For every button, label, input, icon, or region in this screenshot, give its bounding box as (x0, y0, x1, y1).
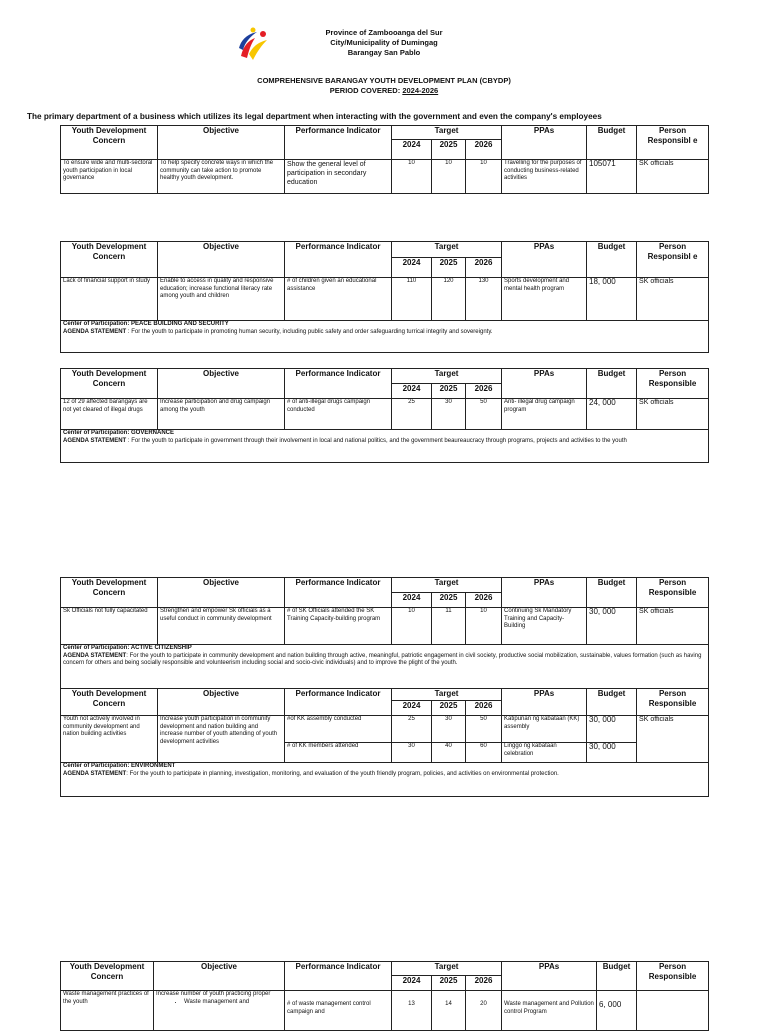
ppas-cell: Travelling for the purposes of conducting business-related activities (502, 160, 587, 194)
plan-table-4 (60, 577, 709, 797)
col-budget: Budget (597, 962, 637, 991)
objective-cell: Enable to access in quality and responsive education; increase functional literacy rate among youth and children (158, 278, 285, 321)
intro-statement: The primary department of a business which utilizes its legal department when interacting with the government and even the company's employees (27, 112, 602, 121)
col-budget: Budget (587, 369, 637, 399)
col-2024: 2024 (392, 384, 432, 399)
col-2025: 2025 (432, 384, 466, 399)
target-2026-cell: 50 (466, 716, 502, 743)
center-row (61, 763, 709, 797)
center-of-participation (61, 763, 709, 797)
col-concern: Youth Development Concern (61, 962, 154, 991)
table-row (61, 716, 709, 743)
objective-cell: Strengthen and empower Sk officials as a useful conduct in community development (158, 608, 285, 645)
period-label: PERIOD COVERED: (329, 86, 403, 95)
center-of-participation (61, 645, 709, 689)
target-2024-cell: 10 (392, 160, 432, 194)
col-2024: 2024 (392, 258, 432, 278)
person-cell: SK officials (637, 608, 709, 645)
col-2025: 2025 (432, 140, 466, 160)
col-objective: Objective (158, 689, 285, 716)
ppas-cell: Linggo ng kabataan celebration (502, 743, 587, 763)
target-2025-cell: 10 (432, 160, 466, 194)
center-label: Center of Participation: (63, 430, 132, 436)
table-row (61, 160, 709, 194)
col-2026: 2026 (466, 384, 502, 399)
center-row (61, 321, 709, 353)
concern-cell: Sk Officials not fully capacitated (61, 608, 158, 645)
indicator-cell: #of KK assembly conducted (285, 716, 392, 743)
letterhead (0, 28, 768, 58)
concern-cell: Lack of financial support in study (61, 278, 158, 321)
center-of-participation (61, 430, 709, 463)
ppas-cell: Sports development and mental health program (502, 278, 587, 321)
col-ppas: PPAs (502, 689, 587, 716)
indicator-cell: # of KK members attended (285, 743, 392, 763)
col-concern: Youth Development Concern (61, 126, 158, 160)
col-2024: 2024 (392, 593, 432, 608)
center-label: Center of Participation: (63, 763, 132, 769)
col-objective: Objective (158, 369, 285, 399)
person-cell: SK officials (637, 278, 709, 321)
agenda-text: : For the youth to participate in planning, investigation, monitoring, and evaluation of the youth friendly program, policies, and activities on environmental protection. (126, 770, 559, 777)
table-row (61, 991, 709, 1031)
col-person: Person Responsible (637, 689, 709, 716)
col-person: Person Responsibl e (637, 242, 709, 278)
col-2026: 2026 (466, 258, 502, 278)
indicator-cell: Show the general level of participation in secondary education (285, 160, 392, 194)
col-indicator: Performance Indicator (285, 126, 392, 160)
indicator-cell: # of anti-illegal drugs campaign conducted (285, 399, 392, 430)
plan-table-1 (60, 125, 709, 194)
target-2026-cell: 130 (466, 278, 502, 321)
agenda-label: AGENDA STATEMENT (63, 437, 127, 444)
province-line: Province of Zambooanga del Sur (325, 28, 443, 37)
col-indicator: Performance Indicator (285, 242, 392, 278)
plan-title: COMPREHENSIVE BARANGAY YOUTH DEVELOPMENT PLAN (CBYDP) (257, 76, 511, 85)
center-value: ACTIVE CITIZENSHIP (130, 645, 192, 651)
col-2024: 2024 (392, 976, 432, 991)
col-budget: Budget (587, 689, 637, 716)
target-2026-cell: 50 (466, 399, 502, 430)
center-of-participation (61, 321, 709, 353)
col-concern: Youth Development Concern (61, 689, 158, 716)
col-target: Target (392, 369, 502, 384)
col-concern: Youth Development Concern (61, 369, 158, 399)
center-label: Center of Participation: (63, 645, 131, 651)
col-budget: Budget (587, 126, 637, 160)
indicator-cell: # of waste management control campaign and (285, 991, 392, 1031)
col-indicator: Performance Indicator (285, 962, 392, 991)
target-2024-cell: 30 (392, 743, 432, 763)
barangay-line: Barangay San Pablo (347, 48, 421, 57)
person-cell (637, 991, 709, 1031)
col-target: Target (392, 242, 502, 258)
center-value: PEACE BUILDING AND SECURITY (131, 321, 229, 327)
table-row (61, 399, 709, 430)
ppas-cell: Waste management and Pollution control Program (502, 991, 597, 1031)
col-person: Person Responsible (637, 962, 709, 991)
budget-cell: 30, 000 (587, 716, 637, 743)
col-2026: 2026 (466, 701, 502, 716)
agenda-label: AGENDA STATEMENT (63, 328, 127, 335)
col-objective: Objective (154, 962, 285, 991)
municipality-line: City/Municipality of Dumingag (330, 38, 438, 47)
col-target: Target (392, 689, 502, 701)
col-indicator: Performance Indicator (285, 369, 392, 399)
col-objective: Objective (158, 578, 285, 608)
col-person: Person Responsibl e (637, 126, 709, 160)
target-2025-cell: 40 (432, 743, 466, 763)
table-row (61, 608, 709, 645)
col-objective: Objective (158, 126, 285, 160)
target-2024-cell: 13 (392, 991, 432, 1031)
col-target: Target (392, 126, 502, 140)
person-cell: SK officials (637, 716, 709, 763)
objective-cell (154, 991, 285, 1031)
agenda-text: : For the youth to participate in community development and nation building through active, meaningful, patriotic engagement in civil society, productive social mobilization, sustainable, values formation (such as having concern for others and being socially responsible and volunteerism including social and socio-civic individuals) and to improve the plight of the youth. (63, 652, 702, 667)
col-ppas: PPAs (502, 369, 587, 399)
ppas-cell: Anti- illegal drug campaign program (502, 399, 587, 430)
target-2025-cell: 11 (432, 608, 466, 645)
agenda-label: AGENDA STATEMENT (63, 652, 127, 659)
center-row (61, 645, 709, 689)
objective-cell: To help specify concrete ways in which the community can take action to promote healthy youth development. (158, 160, 285, 194)
agenda-text: : For the youth to participate in government through their involvement in local and national politics, and the government beaureaucracy through programs, projects and activities to the youth (126, 437, 627, 444)
concern-cell: Youth not actively involved in community development and nation building activities (61, 716, 158, 763)
col-2025: 2025 (432, 593, 466, 608)
ppas-cell: Katipunan ng kabataan (KK) assembly (502, 716, 587, 743)
col-ppas: PPAs (502, 962, 597, 991)
plan-table-2 (60, 241, 709, 353)
target-2026-cell: 10 (466, 160, 502, 194)
center-label: Center of Participation: (63, 321, 132, 327)
ppas-cell: Continuing Sk Mandatory Training and Capacity-Building (502, 608, 587, 645)
objective-cell: Increase youth participation in community development and nation building and increase number of youth attending of youth development activities (158, 716, 285, 763)
person-cell: SK officials (637, 399, 709, 430)
center-value: ENVIRONMENT (131, 763, 176, 769)
concern-cell: To ensure wide and multi-sectoral youth participation in local governance (61, 160, 158, 194)
col-indicator: Performance Indicator (285, 578, 392, 608)
target-2025-cell: 30 (432, 399, 466, 430)
agenda-text: : For the youth to participate in promoting human security, including public safety and order safeguarding turrical integrity and sovereignty. (126, 328, 493, 335)
col-indicator: Performance Indicator (285, 689, 392, 716)
col-2026: 2026 (466, 140, 502, 160)
col-2026: 2026 (466, 593, 502, 608)
col-2025: 2025 (432, 701, 466, 716)
target-2025-cell: 14 (432, 991, 466, 1031)
target-2025-cell: 30 (432, 716, 466, 743)
target-2024-cell: 110 (392, 278, 432, 321)
concern-cell: Waste management practices of the youth (61, 991, 154, 1031)
target-2026-cell: 20 (466, 991, 502, 1031)
col-budget: Budget (587, 578, 637, 608)
person-cell: SK officials (637, 160, 709, 194)
budget-cell: 24, 000 (587, 399, 637, 430)
target-2026-cell: 60 (466, 743, 502, 763)
period-value: 2024-2026 (402, 86, 439, 95)
concern-cell: 12 of 29 affected barangays are not yet cleared of illegal drugs (61, 399, 158, 430)
objective-text: Increase number of youth practicing proper (156, 991, 271, 997)
budget-cell: 30, 000 (587, 608, 637, 645)
col-target: Target (392, 962, 502, 976)
budget-cell: 30, 000 (587, 743, 637, 763)
objective-cell: Increase participation and drug campaign among the youth (158, 399, 285, 430)
budget-cell: 18, 000 (587, 278, 637, 321)
plan-heading (0, 76, 768, 96)
col-2024: 2024 (392, 140, 432, 160)
col-person: Person Responsible (637, 369, 709, 399)
col-2024: 2024 (392, 701, 432, 716)
col-2025: 2025 (432, 976, 466, 991)
target-2024-cell: 25 (392, 399, 432, 430)
col-target: Target (392, 578, 502, 593)
budget-cell: 6, 000 (597, 991, 637, 1031)
col-objective: Objective (158, 242, 285, 278)
col-2026: 2026 (466, 976, 502, 991)
table-row (61, 278, 709, 321)
indicator-cell: # of SK Officials attended the SK Training Capacity-building program (285, 608, 392, 645)
col-ppas: PPAs (502, 578, 587, 608)
col-concern: Youth Development Concern (61, 242, 158, 278)
period-line (0, 86, 768, 96)
budget-cell: 105071 (587, 160, 637, 194)
plan-table-6 (60, 961, 709, 1031)
col-concern: Youth Development Concern (61, 578, 158, 608)
target-2024-cell: 25 (392, 716, 432, 743)
center-row (61, 430, 709, 463)
center-value: GOVERNANCE (131, 430, 175, 436)
col-2025: 2025 (432, 258, 466, 278)
target-2026-cell: 10 (466, 608, 502, 645)
col-ppas: PPAs (502, 126, 587, 160)
col-person: Person Responsible (637, 578, 709, 608)
target-2024-cell: 10 (392, 608, 432, 645)
indicator-cell: # of children given an educational assistance (285, 278, 392, 321)
target-2025-cell: 120 (432, 278, 466, 321)
col-ppas: PPAs (502, 242, 587, 278)
agenda-label: AGENDA STATEMENT (63, 770, 127, 777)
plan-table-3 (60, 368, 709, 463)
objective-bullet: • Waste management and (184, 999, 282, 1007)
col-budget: Budget (587, 242, 637, 278)
